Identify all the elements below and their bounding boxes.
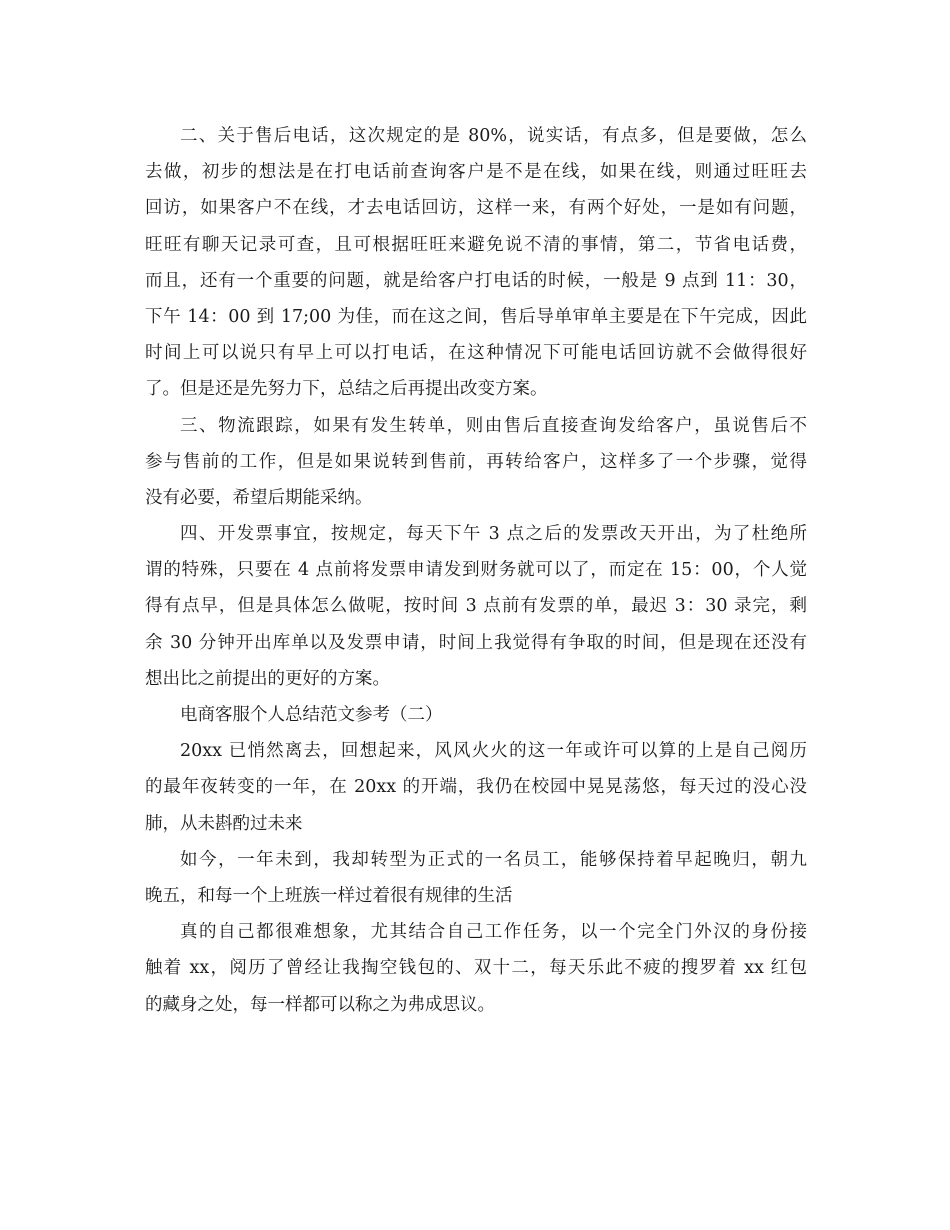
paragraph-logistics-tracking [145, 408, 807, 517]
text-line: 得有点早，但是具体怎么做呢，按时间 3 点前有发票的单，最迟 3：30 录完，剩 [145, 596, 807, 617]
text-line: 回访，如果客户不在线，才去电话回访，这样一来，有两个好处，一是如有问题， [145, 198, 807, 219]
text-line: 谓的特殊，只要在 4 点前将发票申请发到财务就可以了，而定在 15：00，个人觉 [145, 560, 807, 581]
text-line: 20xx 已悄然离去，回想起来，风风火火的这一年或许可以算的上是自己阅历 [180, 741, 807, 762]
text-line: 肺，从未斟酌过未来 [145, 813, 303, 834]
paragraph-reflection [145, 914, 807, 1023]
text-line: 真的自己都很难想象，尤其结合自己工作任务，以一个完全门外汉的身份接 [180, 922, 807, 943]
text-line: 想出比之前提出的更好的方案。 [145, 668, 390, 689]
paragraph-after-sales-calls [145, 118, 807, 408]
text-line: 参与售前的工作，但是如果说转到售前，再转给客户，这样多了一个步骤，觉得 [145, 451, 807, 472]
text-line: 触着 xx，阅历了曾经让我掏空钱包的、双十二，每天乐此不疲的搜罗着 xx 红包 [145, 958, 807, 979]
text-line: 三、物流跟踪，如果有发生转单，则由售后直接查询发给客户，虽说售后不 [180, 415, 807, 436]
paragraph-year-review [145, 733, 807, 842]
text-line: 旺旺有聊天记录可查，且可根据旺旺来避免说不清的事情，第二，节省电话费， [145, 234, 807, 255]
text-line: 晚五，和每一个上班族一样过着很有规律的生活 [145, 885, 513, 906]
paragraph-invoicing [145, 516, 807, 697]
text-line: 二、关于售后电话，这次规定的是 80%，说实话，有点多，但是要做，怎么 [180, 126, 807, 146]
text-line: 四、开发票事宜，按规定，每天下午 3 点之后的发票改天开出，为了杜绝所 [180, 524, 807, 545]
paragraph-current-role [145, 842, 807, 914]
section-heading [145, 697, 807, 733]
section-heading-text: 电商客服个人总结范文参考（二） [180, 705, 443, 725]
text-line: 的最年夜转变的一年，在 20xx 的开端，我仍在校园中晃晃荡悠，每天过的没心没 [145, 777, 807, 798]
document-body [145, 118, 807, 1023]
text-line: 去做，初步的想法是在打电话前查询客户是不是在线，如果在线，则通过旺旺去 [145, 162, 807, 183]
text-line: 下午 14：00 到 17;00 为佳，而在这之间，售后导单审单主要是在下午完成，因此 [145, 306, 807, 327]
text-line: 如今，一年未到，我却转型为正式的一名员工，能够保持着早起晚归，朝九 [180, 849, 807, 870]
text-line: 余 30 分钟开出库单以及发票申请，时间上我觉得有争取的时间，但是现在还没有 [145, 632, 807, 653]
text-line: 了。但是还是先努力下，总结之后再提出改变方案。 [145, 379, 548, 400]
text-line: 的藏身之处，每一样都可以称之为弗成思议。 [145, 994, 495, 1015]
text-line: 没有必要，希望后期能采纳。 [145, 487, 373, 508]
text-line: 时间上可以说只有早上可以打电话，在这种情况下可能电话回访就不会做得很好 [145, 343, 807, 364]
text-line: 而且，还有一个重要的问题，就是给客户打电话的时候，一般是 9 点到 11：30， [145, 270, 807, 291]
